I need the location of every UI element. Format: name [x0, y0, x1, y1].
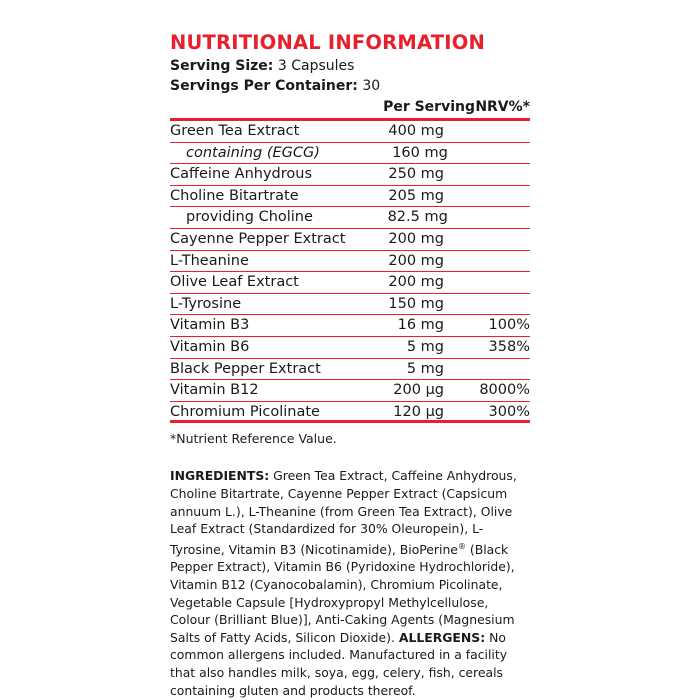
footnote: *Nutrient Reference Value.: [170, 431, 337, 447]
per-serving-value: 200 mg: [388, 230, 444, 247]
allergens-label: ALLERGENS:: [398, 629, 486, 645]
nrv-value: [444, 294, 530, 315]
per-serving-value: 82.5 mg: [387, 209, 448, 226]
per-serving-value: 400 mg: [388, 123, 444, 139]
nutrient-name: Green Tea Extract: [170, 123, 300, 139]
nrv-value: [444, 229, 530, 250]
nutrient-name: Vitamin B12: [170, 382, 259, 399]
nutrient-table: [170, 121, 530, 423]
header-spacer: [170, 96, 372, 118]
per-serving-value: 150 mg: [388, 295, 444, 312]
header-nrv: NRV%*: [475, 99, 530, 115]
table-row: [170, 143, 530, 165]
table-row: [170, 164, 530, 186]
serving-size-value: 3 Capsules: [277, 58, 355, 74]
nutrient-name: Vitamin B6: [170, 338, 250, 355]
per-serving-value: 205 mg: [388, 187, 444, 204]
nutrient-name: containing (EGCG): [186, 144, 320, 161]
nrv-value: 358%: [488, 338, 530, 355]
table-row: [170, 251, 530, 273]
ingredients-text-2: (Black Pepper Extract), Vitamin B6 (Pyridoxine Hydrochloride), Vitamin B12 (Cyanocobalamin), Chromium Picolinate, Vegetable Capsule [Hydroxypropyl Methylcellulose, Colour (Brilliant Blue)], Anti-Caking Agents (Magnesium Salts of Fatty Acids, Silicon Dioxide).: [170, 541, 515, 645]
nrv-value: [448, 143, 530, 164]
serving-size-label: Serving Size:: [170, 58, 274, 74]
servings-per-container: [170, 76, 530, 96]
nutrient-name: Black Pepper Extract: [170, 360, 321, 377]
ingredients-text-1: Green Tea Extract, Caffeine Anhydrous, Choline Bitartrate, Cayenne Pepper Extract (Capsicum annuum L.), L-Theanine (from Green Tea Extract), Olive Leaf Extract (Standardized for 30% Oleuropein), L-Tyrosine, Vitamin B3 (Nicotinamide), BioPerine: [170, 468, 517, 557]
nutrient-name: Olive Leaf Extract: [170, 274, 299, 291]
table-header: [170, 96, 530, 121]
table-row: [170, 229, 530, 251]
nutrient-name: providing Choline: [186, 209, 313, 226]
table-row: [170, 272, 530, 294]
table-row: [170, 315, 530, 337]
header-per-serving: Per Serving: [383, 99, 475, 115]
table-row: [170, 294, 530, 316]
nutrient-name: Chromium Picolinate: [170, 403, 320, 420]
table-row: [170, 402, 530, 424]
nutrient-name: Choline Bitartrate: [170, 187, 299, 204]
per-serving-value: 200 mg: [388, 252, 444, 269]
nrv-value: [448, 207, 530, 228]
per-serving-value: 200 μg: [393, 382, 444, 399]
ingredients-label: INGREDIENTS:: [170, 468, 270, 484]
ingredients-block: [170, 467, 530, 699]
nrv-value: [444, 164, 530, 185]
per-serving-value: 200 mg: [388, 274, 444, 291]
table-row: [170, 380, 530, 402]
nutrient-name: L-Theanine: [170, 252, 249, 269]
table-row: [170, 121, 530, 143]
nrv-value: 300%: [488, 403, 530, 420]
nrv-value: [444, 121, 530, 142]
nrv-value: [444, 272, 530, 293]
nutrition-panel: [170, 30, 530, 699]
servings-per-container-label: Servings Per Container:: [170, 78, 358, 94]
per-serving-value: 16 mg: [397, 317, 444, 334]
per-serving-value: 5 mg: [406, 338, 444, 355]
nutrient-name: L-Tyrosine: [170, 295, 242, 312]
table-row: [170, 186, 530, 208]
serving-size: [170, 56, 530, 76]
nrv-value: [444, 359, 530, 380]
table-row: [170, 207, 530, 229]
per-serving-value: 5 mg: [406, 360, 444, 377]
nrv-value: [444, 186, 530, 207]
table-row: [170, 337, 530, 359]
registered-mark: ®: [457, 541, 466, 551]
nutrient-name: Cayenne Pepper Extract: [170, 230, 346, 247]
nrv-value: [444, 251, 530, 272]
allergens-text: No common allergens included. Manufactured in a facility that also handles milk, soya, egg, celery, fish, cereals containing gluten and products thereof.: [170, 629, 508, 698]
table-row: [170, 359, 530, 381]
servings-per-container-value: 30: [362, 78, 381, 94]
nrv-value: 8000%: [479, 382, 530, 399]
nutrient-name: Caffeine Anhydrous: [170, 166, 313, 183]
nutrient-name: Vitamin B3: [170, 317, 250, 334]
per-serving-value: 250 mg: [388, 166, 444, 183]
per-serving-value: 160 mg: [392, 144, 448, 161]
panel-title: NUTRITIONAL INFORMATION: [170, 31, 486, 54]
nrv-value: 100%: [488, 317, 530, 334]
per-serving-value: 120 μg: [393, 403, 444, 420]
